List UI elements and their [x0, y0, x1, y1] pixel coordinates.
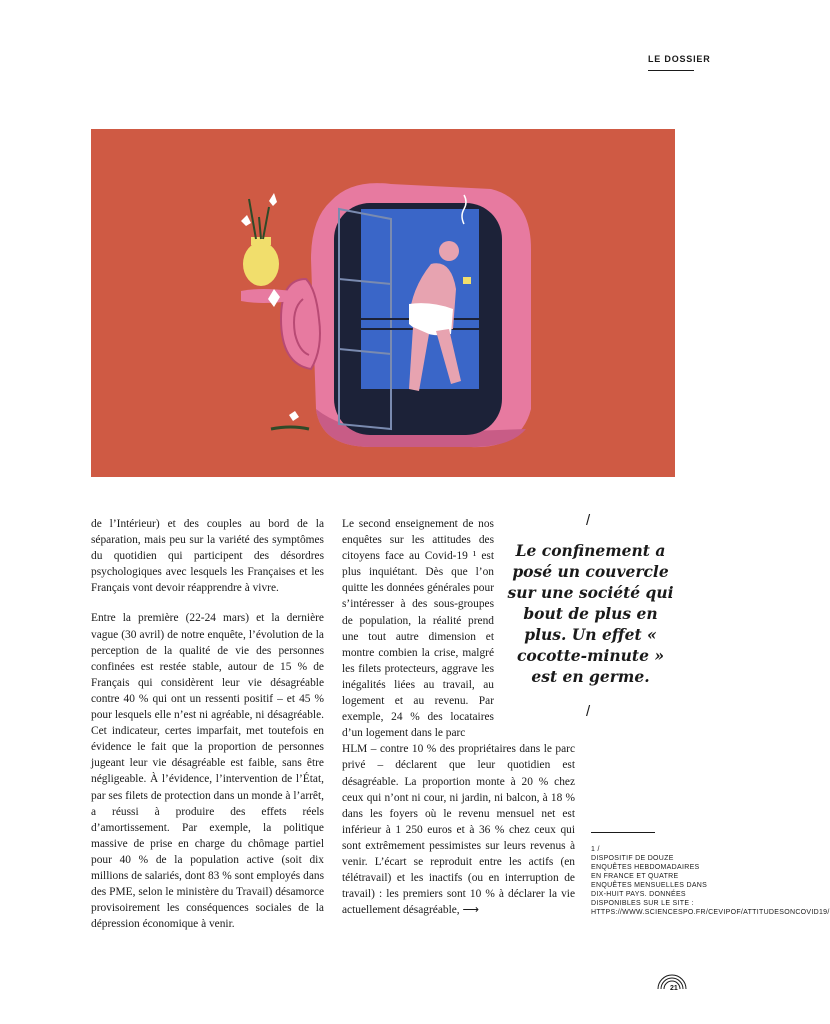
quote-slash-top: /: [586, 512, 591, 529]
article-column-1: [91, 516, 324, 946]
paragraph: de l’Intérieur) et des couples au bord de la séparation, mais peu sur la variété des symptômes du quotidien qui participent des désordres psychologiques avec lesquels les Françaises et les Français vont devoir réapprendre à vivre.: [91, 518, 324, 595]
footnote-text: DISPOSITIF DE DOUZE ENQUÊTES HEBDOMADAIRES EN FRANCE ET QUATRE ENQUÊTES MENSUELLES DANS DIX-HUIT PAYS. DONNÉES DISPONIBLES SUR LE SITE : HTTPS://WWW.SCIENCESPO.FR/CEVIPOF/ATTITUDESONCOVID19/: [591, 855, 830, 916]
page-number: 21: [670, 985, 678, 992]
section-rule: [648, 70, 694, 71]
paragraph-narrow: Le second enseignement de nos enquêtes sur les attitudes des citoyens face au Covid-19 ¹ est plus inquiétant. Dès que l’on quitte les données générales pour s’intéresser à des sous-groupes de population, la réalité prend une tout autre dimension et montre combien la crise, malgré les filets protecteurs, aggrave les inégalités liées au travail, au logement et au revenu. Par exemple, 24 % des locataires d’un logement dans le parc: [342, 518, 494, 740]
figure-head: [439, 241, 459, 261]
footnote-number: 1 /: [591, 846, 600, 853]
section-label: LE DOSSIER: [648, 54, 711, 64]
illustration: [91, 129, 675, 477]
pull-quote: Le confinement a posé un couvercle sur une société qui bout de plus en plus. Un effet « cocotte-minute » est en germe.: [507, 541, 674, 686]
paragraph: Entre la première (22-24 mars) et la dernière vague (30 avril) de notre enquête, l’évolution de la perception de la qualité de vie des personnes confinées est restée stable, autour de 15 % de Français qui considèrent leur vie désagréable contre 40 % qui ont un ressenti positif – et 45 % pour lesquels elle n’est ni agréable, ni désagréable. Cet indicateur, certes imparfait, met toutefois en évidence le fait que la proportion de personnes jugeant leur vie désagréable est faible, sans être négligeable. À l’évidence, l’intervention de l’État, par ses filets de protection dans un monde à l’arrêt, a réussi à produire des effets réels d’amortissement. Par exemple, la politique massive de prise en charge du chômage partiel pour 40 % de la population active (soit dix millions de salariés, dont 83 % sont employés dans des PME, selon le ministère du Travail) désamorce provisoirement les conséquences sociales de la dépression économique à venir.: [91, 612, 324, 931]
footnote-rule: [591, 832, 655, 833]
vase: [243, 242, 279, 286]
paragraph-wide: HLM – contre 10 % des propriétaires dans le parc privé – déclarent que leur quotidien est désagréable. La proportion monte à 20 % chez ceux qui n’ont ni cour, ni jardin, ni balcon, à 18 % dans les foyers où le revenu mensuel net est inférieur à 1 250 euros et à 36 % chez ceux qui sont extrêmement pessimistes sur leurs revenus à venir. L’écart se reproduit entre les actifs (en télétravail) et les inactifs (ou en interruption de travail) : les premiers sont 10 % à déclarer la vie actuellement désagréable, ⟶: [342, 743, 575, 917]
footnote: [591, 845, 830, 917]
quote-slash-bottom: /: [586, 703, 591, 720]
